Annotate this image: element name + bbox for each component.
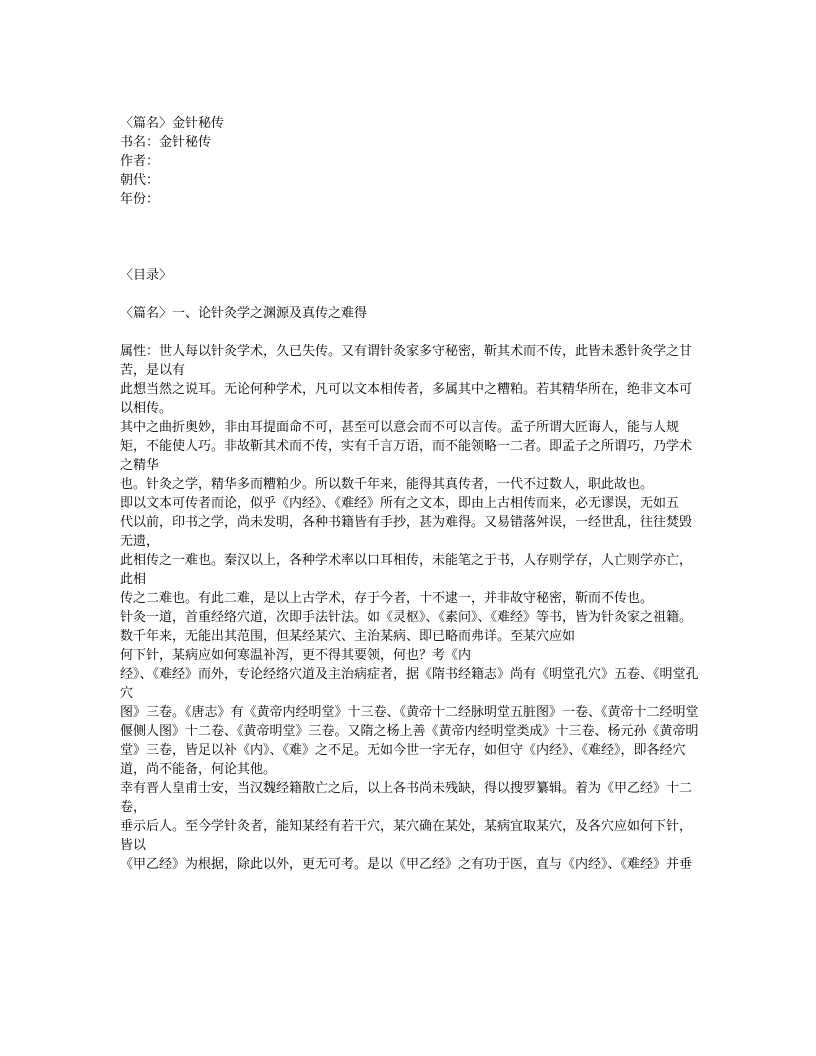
body-line: 经》、《难经》而外，专论经络穴道及主治病症者，据《隋书经籍志》尚有《明堂孔穴》五卷、《明堂孔穴 bbox=[120, 667, 699, 701]
body-line: 偃侧人图》十二卷、《黄帝明堂》三卷。又隋之杨上善《黄帝内经明堂类成》十三卷、杨元孙《黄帝明 bbox=[120, 724, 699, 739]
body-line: 针灸一道，首重经络穴道，次即手法针法。如《灵枢》、《素问》、《难经》等书，皆为针灸家之祖籍。数千年来，无能出其范围，但某经某穴、主治某病、即已略而弗详。至某穴应如 bbox=[120, 610, 693, 644]
section-title: 〈篇名〉一、论针灸学之渊源及真传之难得 bbox=[120, 306, 368, 321]
body-line: 传之二难也。有此二难，是以上古学术，存于今者，十不逮一，并非故守秘密，靳而不传也。 bbox=[120, 591, 654, 606]
body-line: 其中之曲折奥妙，非由耳提面命不可，甚至可以意会而不可以言传。孟子所谓大匠诲人，能与人规 bbox=[120, 420, 680, 435]
toc-label: 〈目录〉 bbox=[120, 268, 173, 283]
spacer bbox=[120, 209, 700, 266]
author-line: 作者： bbox=[120, 154, 160, 169]
dynasty-line: 朝代： bbox=[120, 173, 160, 188]
body-line: 也。针灸之学，精华多而糟粕少。所以数千年来，能得其真传者，一代不过数人，职此故也。 bbox=[120, 477, 654, 492]
body-line: 代以前，印书之学，尚未发明，各种书籍皆有手抄，甚为难得。又易错落舛误，一经世乱，往往焚毁无遗， bbox=[120, 515, 693, 549]
document-content bbox=[120, 114, 700, 874]
body-line: 道，尚不能备，何论其他。 bbox=[120, 762, 277, 777]
body-line: 属性：世人每以针灸学术，久已失传。又有谓针灸家多守秘密，靳其术而不传，此皆未悉针灸学之甘苦，是以有 bbox=[120, 344, 693, 378]
book-line: 书名：金针秘传 bbox=[120, 135, 212, 150]
year-line: 年份： bbox=[120, 192, 160, 207]
body-line: 图》三卷。《唐志》有《黄帝内经明堂》十三卷、《黄帝十二经脉明堂五脏图》一卷、《黄帝十二经明堂 bbox=[120, 705, 699, 720]
body-line: 《甲乙经》为根据，除此以外，更无可考。是以《甲乙经》之有功于医，直与《内经》、《难经》并垂 bbox=[120, 857, 693, 872]
title-line: 〈篇名〉金针秘传 bbox=[120, 116, 225, 131]
body-line: 即以文本可传者而论，似乎《内经》、《难经》所有之文本，即由上古相传而来，必无谬误，无如五 bbox=[120, 496, 680, 511]
spacer bbox=[120, 323, 700, 342]
body-line: 矩，不能使人巧。非故靳其术而不传，实有千言万语，而不能领略一二者。即孟子之所谓巧，乃学术之精华 bbox=[120, 439, 693, 473]
body-line: 何下针，某病应如何寒温补泻，更不得其要领，何也？考《内 bbox=[120, 648, 472, 663]
body-line: 幸有晋人皇甫士安，当汉魏经籍散亡之后，以上各书尚未残缺，得以搜罗纂辑。着为《甲乙经》十二卷， bbox=[120, 781, 693, 815]
body-line: 此想当然之说耳。无论何种学术，凡可以文本相传者，多属其中之糟粕。若其精华所在，绝非文本可以相传。 bbox=[120, 382, 693, 416]
spacer bbox=[120, 285, 700, 304]
body-line: 垂示后人。至今学针灸者，能知某经有若干穴，某穴确在某处，某病宜取某穴，及各穴应如何下针，皆以 bbox=[120, 819, 693, 853]
body-line: 此相传之一难也。秦汉以上，各种学术率以口耳相传，未能笔之于书，人存则学存，人亡则学亦亡，此相 bbox=[120, 553, 693, 587]
body-line: 堂》三卷，皆足以补《内》、《难》之不足。无如今世一字无存，如但守《内经》、《难经》，即各经穴 bbox=[120, 743, 686, 758]
